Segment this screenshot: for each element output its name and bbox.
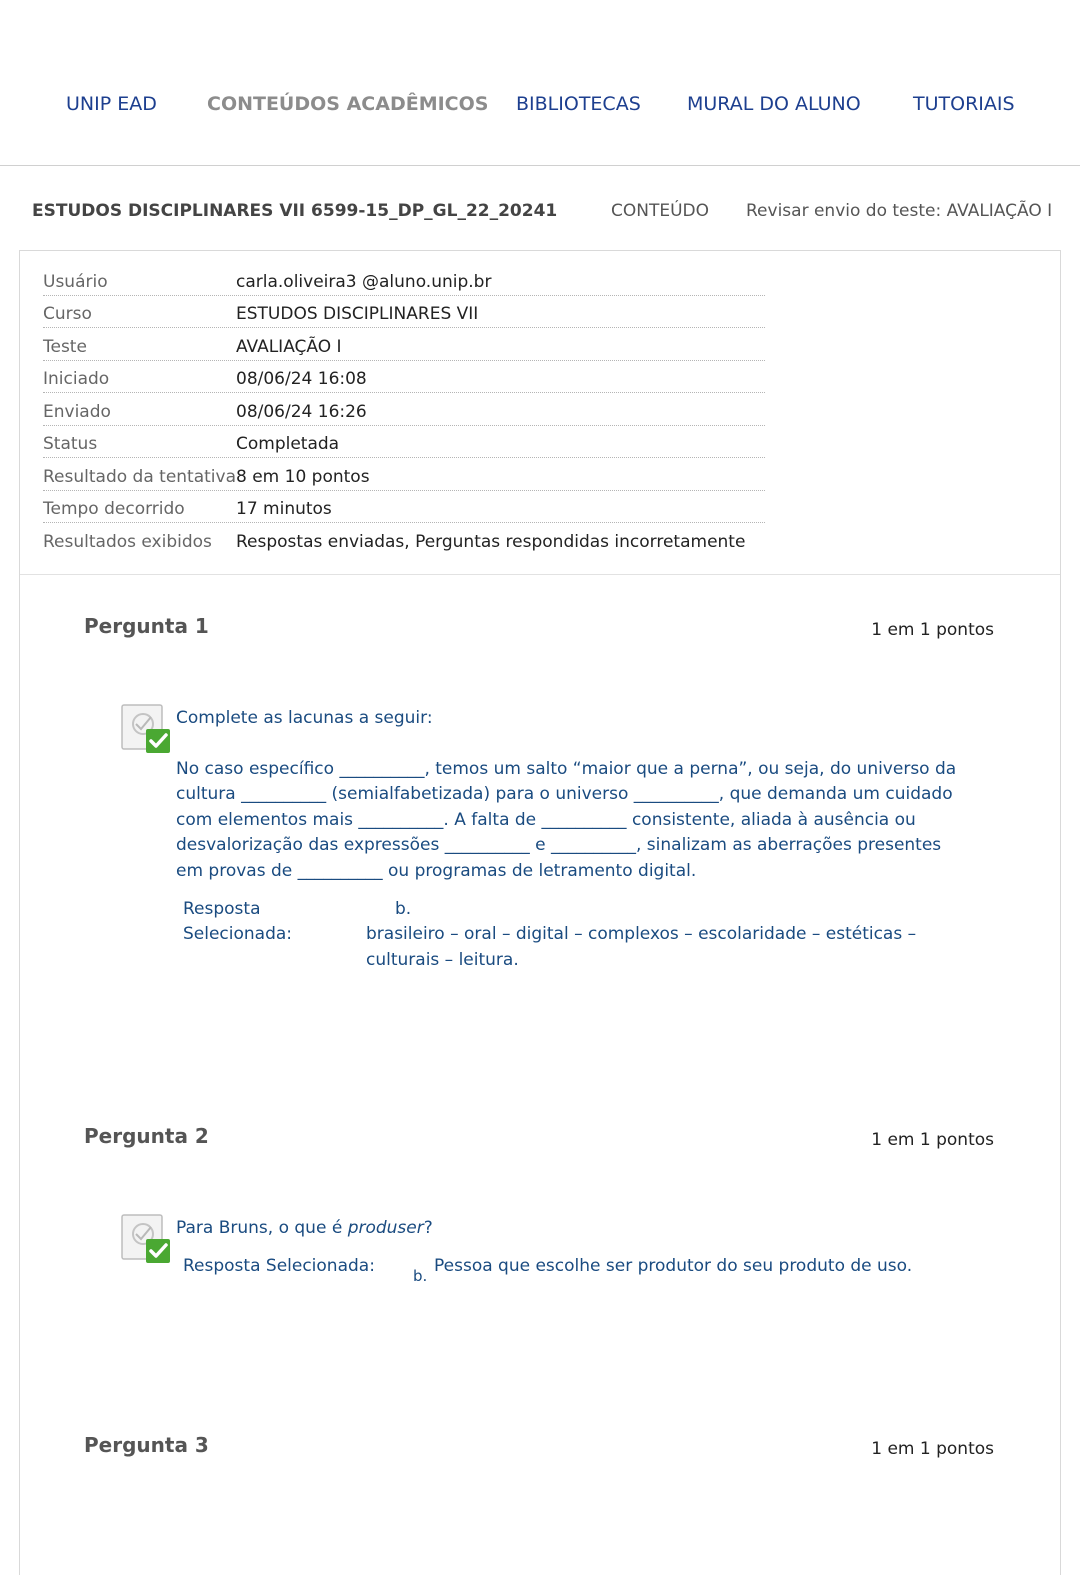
question-1-text-line: No caso específico __________, temos um salto “maior que a perna”, ou seja, do universo da xyxy=(176,759,957,779)
question-2-prompt-text: Para Bruns, o que é xyxy=(176,1218,348,1238)
question-3-title: Pergunta 3 xyxy=(84,1433,209,1457)
breadcrumb-current-page: Revisar envio do teste: AVALIAÇÃO I xyxy=(746,201,1053,221)
correct-answer-icon xyxy=(121,1214,171,1264)
breadcrumb-content[interactable]: CONTEÚDO xyxy=(611,201,710,221)
question-1-text-line: cultura __________ (semialfabetizada) para o universo __________, que demanda um cuidado xyxy=(176,784,953,804)
question-1-points: 1 em 1 pontos xyxy=(871,620,994,640)
summary-label: Status xyxy=(43,434,98,454)
summary-value: AVALIAÇÃO I xyxy=(236,337,342,357)
correct-answer-icon xyxy=(121,704,171,754)
question-3-points: 1 em 1 pontos xyxy=(871,1439,994,1459)
question-1-text-line: com elementos mais __________. A falta de __________ consistente, aliada à ausência ou xyxy=(176,810,916,830)
breadcrumb-course[interactable]: ESTUDOS DISCIPLINARES VII 6599-15_DP_GL_22_20241 xyxy=(32,201,558,221)
summary-row-teste xyxy=(43,329,765,361)
summary-label: Curso xyxy=(43,304,92,324)
summary-label: Usuário xyxy=(43,272,108,292)
nav-tutoriais[interactable]: TUTORIAIS xyxy=(913,93,1015,115)
question-2-prompt-term: produser xyxy=(347,1218,424,1238)
question-2-points: 1 em 1 pontos xyxy=(871,1130,994,1150)
summary-row-resultados-exibidos xyxy=(43,524,765,556)
question-1-text-line: em provas de __________ ou programas de letramento digital. xyxy=(176,861,697,881)
top-navigation xyxy=(0,0,1080,166)
summary-label: Resultado da tentativa xyxy=(43,467,237,487)
nav-conteudos-academicos[interactable]: CONTEÚDOS ACADÊMICOS xyxy=(207,93,489,115)
selected-answer-text: culturais – leitura. xyxy=(366,950,519,970)
selected-answer-label: Resposta Selecionada: xyxy=(183,1256,375,1276)
selected-answer-label: Resposta xyxy=(183,899,261,919)
summary-value: carla.oliveira3 @aluno.unip.br xyxy=(236,272,492,292)
question-1-text-line: desvalorização das expressões __________ e __________, sinalizam as aberrações presentes xyxy=(176,835,942,855)
selected-answer-letter: b. xyxy=(395,899,412,919)
summary-row-resultado xyxy=(43,459,765,491)
nav-unip-ead[interactable]: UNIP EAD xyxy=(66,93,157,115)
summary-value: Respostas enviadas, Perguntas respondidas incorretamente xyxy=(236,532,746,552)
summary-value: 17 minutos xyxy=(236,499,332,519)
summary-label: Enviado xyxy=(43,402,111,422)
review-panel xyxy=(19,250,1061,1575)
summary-row-status xyxy=(43,426,765,458)
selected-answer-text: Pessoa que escolhe ser produtor do seu produto de uso. xyxy=(434,1256,913,1276)
question-2-prompt xyxy=(176,1216,433,1242)
summary-row-tempo xyxy=(43,491,765,523)
summary-value: Completada xyxy=(236,434,340,454)
summary-row-usuario xyxy=(43,264,765,296)
selected-answer-label: Selecionada: xyxy=(183,924,293,944)
summary-row-enviado xyxy=(43,394,765,426)
question-1-title: Pergunta 1 xyxy=(84,614,209,638)
nav-mural-do-aluno[interactable]: MURAL DO ALUNO xyxy=(687,93,861,115)
summary-label: Tempo decorrido xyxy=(43,499,185,519)
selected-answer-text: brasileiro – oral – digital – complexos – escolaridade – estéticas – xyxy=(366,924,917,944)
question-2-prompt-end: ? xyxy=(423,1218,433,1238)
question-1-prompt: Complete as lacunas a seguir: xyxy=(176,708,433,728)
summary-label: Teste xyxy=(43,337,87,357)
selected-answer-letter: b. xyxy=(413,1267,428,1285)
summary-row-iniciado xyxy=(43,361,765,393)
breadcrumb xyxy=(0,201,1080,229)
summary-row-curso xyxy=(43,296,765,328)
attempt-summary xyxy=(20,251,1060,575)
summary-value: ESTUDOS DISCIPLINARES VII xyxy=(236,304,479,324)
summary-value: 08/06/24 16:08 xyxy=(236,369,367,389)
summary-value: 8 em 10 pontos xyxy=(236,467,370,487)
nav-bibliotecas[interactable]: BIBLIOTECAS xyxy=(516,93,641,115)
summary-value: 08/06/24 16:26 xyxy=(236,402,367,422)
question-2-title: Pergunta 2 xyxy=(84,1124,209,1148)
summary-label: Resultados exibidos xyxy=(43,532,212,552)
summary-label: Iniciado xyxy=(43,369,110,389)
